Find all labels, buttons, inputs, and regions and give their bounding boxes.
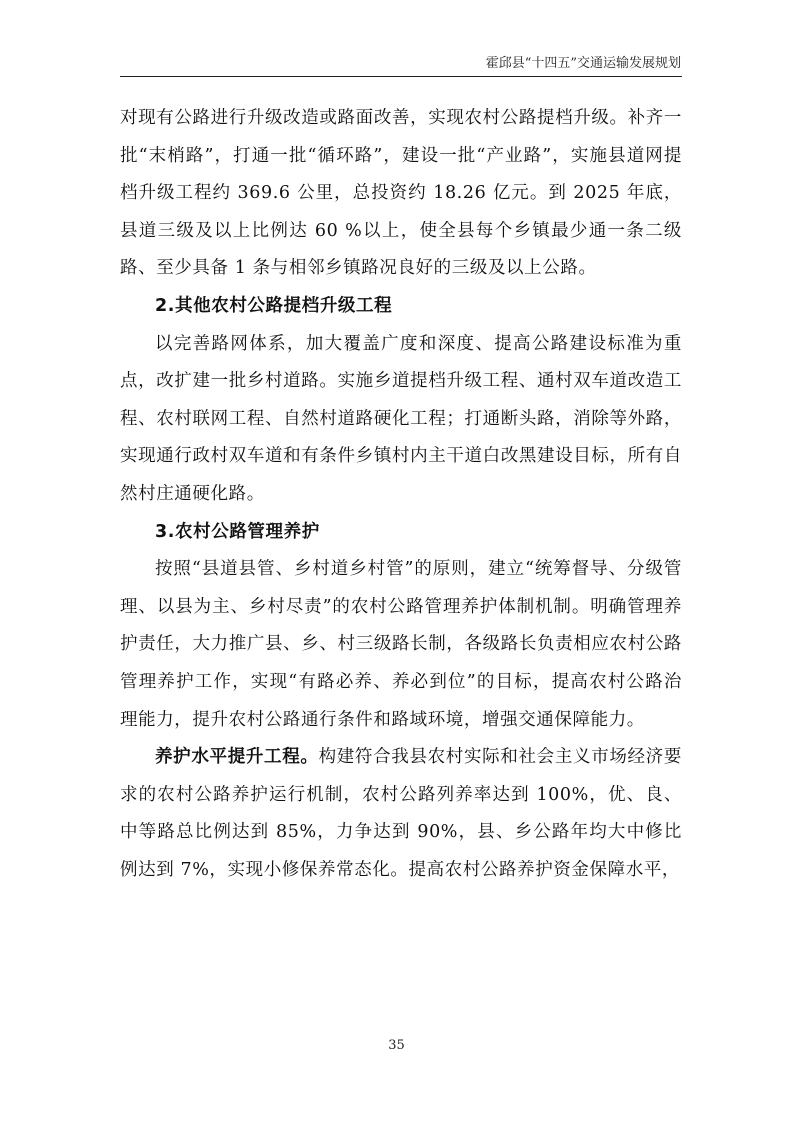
- paragraph-3: 按照“县道县管、乡村道乡村管”的原则，建立“统筹督导、分级管理、以县为主、乡村尽责”的农村公路管理养护体制机制。明确管理养护责任，大力推广县、乡、村三级路长制，各级路长负责相应农村公路管理养护工作，实现“有路必养、养必到位”的目标，提高农村公路治理能力，提升农村公路通行条件和路域环境，增强交通保障能力。: [120, 559, 682, 730]
- section-heading-3: 3.农村公路管理养护: [155, 521, 320, 542]
- document-body: [120, 100, 682, 889]
- paragraph-2: 以完善路网体系，加大覆盖广度和深度、提高公路建设标准为重点，改扩建一批乡村道路。实施乡道提档升级工程、通村双车道改造工程、农村联网工程、自然村道路硬化工程；打通断头路，消除等外路，实现通行政村双车道和有条件乡镇村内主干道白改黑建设目标，所有自然村庄通硬化路。: [120, 333, 682, 504]
- paragraph-1: 对现有公路进行升级改造或路面改善，实现农村公路提档升级。补齐一批“末梢路”，打通一批“循环路”，建设一批“产业路”，实施县道网提档升级工程约 369.6 公里，总投资约 18.26 亿元。到 2025 年底，县道三级及以上比例达 60 %以上，使全县每个乡镇最少通一条二级路、至少具备 1 条与相邻乡镇路况良好的三级及以上公路。: [120, 108, 682, 279]
- paragraph-4-lead: 养护水平提升工程。: [155, 747, 319, 768]
- paragraph-4: [120, 739, 682, 889]
- header-rule: [120, 76, 682, 77]
- section-heading-2: 2.其他农村公路提档升级工程: [155, 295, 393, 316]
- running-header: 霍邱县“十四五”交通运输发展规划: [485, 56, 681, 71]
- paragraph-4-text: 构建符合我县农村实际和社会主义市场经济要求的农村公路养护运行机制，农村公路列养率达到 100%，优、良、中等路总比例达到 85%，力争达到 90%，县、乡公路年均大中修比例达到 7%，实现小修保养常态化。提高农村公路养护资金保障水平，: [120, 747, 682, 880]
- page-number: 35: [388, 1038, 405, 1053]
